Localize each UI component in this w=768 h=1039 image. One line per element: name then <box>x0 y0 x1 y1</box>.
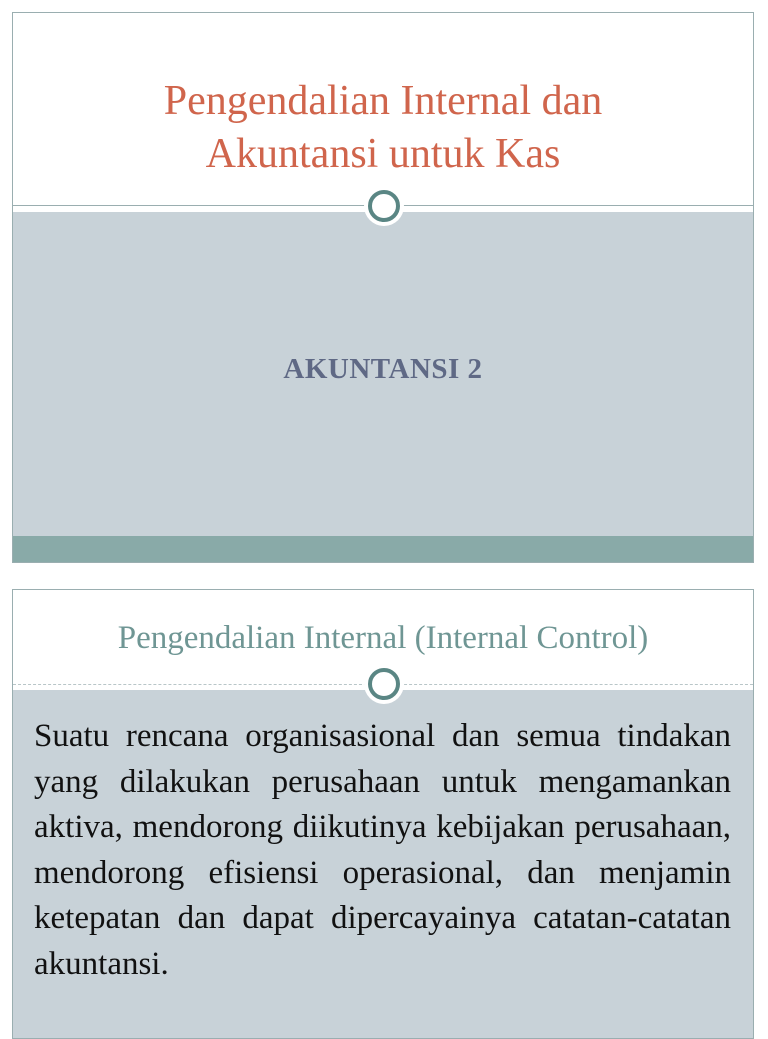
title-area <box>13 590 753 680</box>
slide-subtitle: AKUNTANSI 2 <box>283 353 483 385</box>
circle-ornament-icon <box>368 190 400 222</box>
slide-heading: Pengendalian Internal (Internal Control) <box>117 620 649 656</box>
title-area <box>13 13 753 206</box>
footer-strip <box>13 536 753 562</box>
content-slide <box>12 589 754 1039</box>
slide-title-line-1: Pengendalian Internal dan <box>163 78 603 124</box>
slide-title-line-2: Akuntansi untuk Kas <box>205 131 561 177</box>
body-paragraph: Suatu rencana organisasional dan semua tindakan yang dilakukan perusahaan untuk mengamankan aktiva, mendorong diikutinya kebijakan perusahaan, mendorong efisiensi operasional, dan menjamin ketepatan dan dapat dipercayainya catatan-catatan akuntansi. <box>34 718 731 982</box>
title-slide <box>12 12 754 563</box>
circle-ornament-icon <box>368 668 400 700</box>
slide-title <box>13 13 753 181</box>
